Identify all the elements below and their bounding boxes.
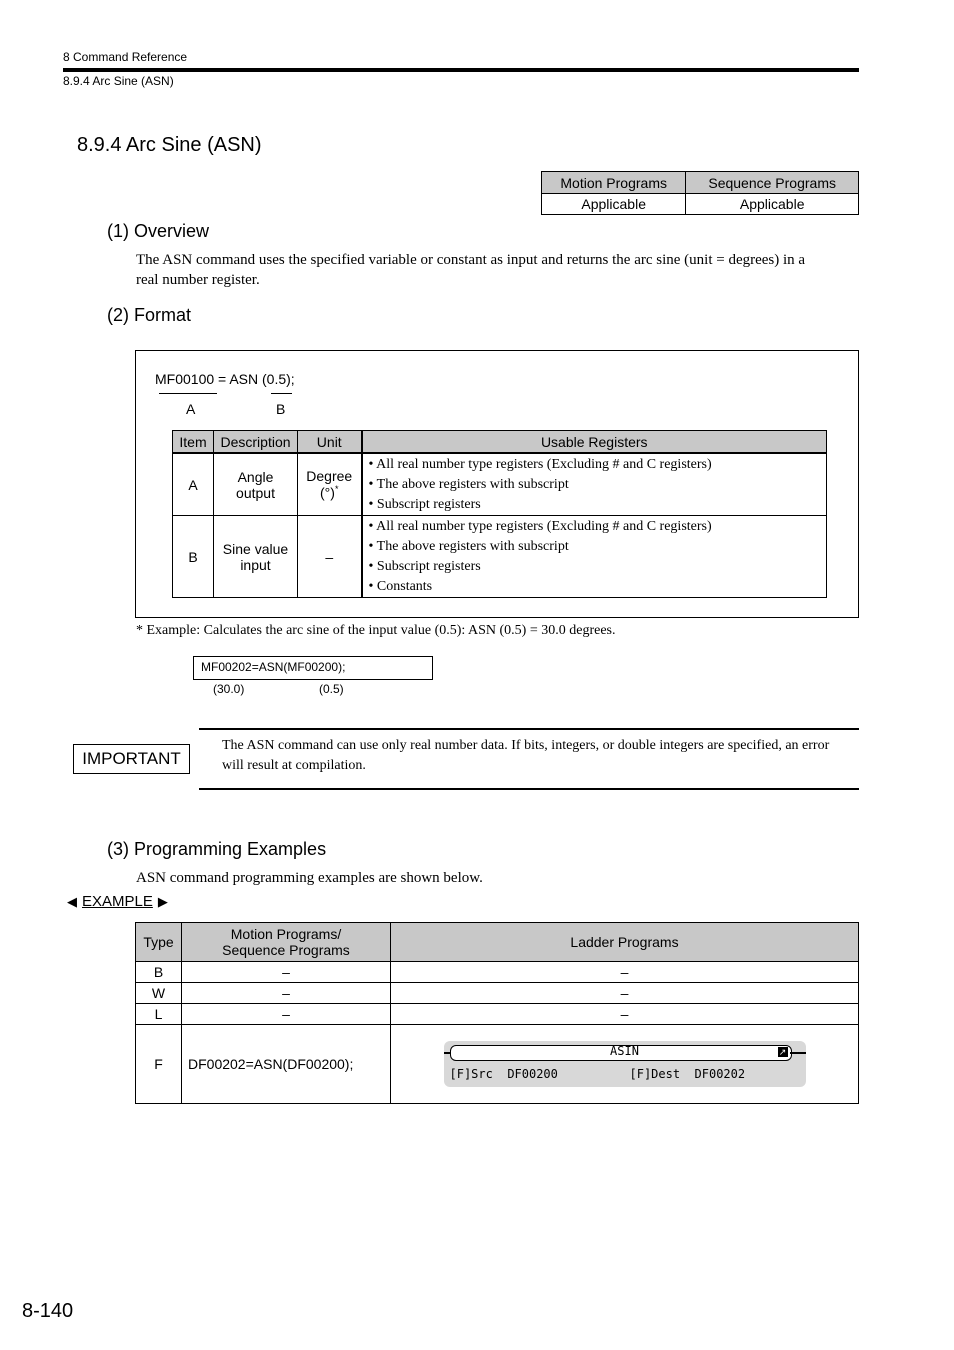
row-b-registers <box>362 516 827 598</box>
header-chapter: 8 Command Reference <box>63 50 188 64</box>
section-title: 8.9.4 Arc Sine (ASN) <box>77 134 262 156</box>
row-a-register-2: • The above registers with subscript <box>368 477 569 492</box>
row-l-motion: – <box>182 1004 391 1025</box>
ladder-title: ASIN <box>610 1044 639 1058</box>
row-a-description <box>214 453 298 516</box>
ladder-asin-block <box>444 1041 806 1087</box>
reg-header-description: Description <box>214 431 298 454</box>
ladder-src-label: [F]Src <box>449 1067 493 1081</box>
row-b-register-4: • Constants <box>368 579 433 594</box>
row-f-ladder <box>391 1025 859 1104</box>
underline-a <box>159 393 217 394</box>
overview-text-line1: The ASN command uses the specified variable or constant as input and returns the arc sine (unit = degrees) in a <box>136 252 806 268</box>
row-b-ladder: – <box>391 962 859 983</box>
programming-heading: (3) Programming Examples <box>107 839 327 859</box>
marker-a: A <box>186 401 196 417</box>
row-l-ladder: – <box>391 1004 859 1025</box>
triangle-left-icon: ◀ <box>67 893 77 909</box>
footnote: * Example: Calculates the arc sine of the input value (0.5): ASN (0.5) = 30.0 degrees. <box>136 623 616 638</box>
row-b-desc-line2: input <box>240 556 271 573</box>
register-table <box>172 430 827 598</box>
important-rule-bottom <box>199 788 859 790</box>
important-label: IMPORTANT <box>73 744 190 774</box>
example-label: EXAMPLE <box>82 893 153 910</box>
ladder-dest-value: DF00202 <box>694 1067 746 1081</box>
row-type-w: W <box>136 983 182 1004</box>
app-value-sequence: Applicable <box>686 194 859 215</box>
ladder-src <box>450 1067 558 1081</box>
row-type-b: B <box>136 962 182 983</box>
row-a-unit <box>298 453 362 516</box>
table-row <box>136 983 859 1004</box>
row-type-f: F <box>136 1025 182 1104</box>
applicability-table <box>541 171 859 215</box>
triangle-right-icon: ▶ <box>157 893 168 909</box>
reg-header-usable: Usable Registers <box>362 431 827 454</box>
example-value-input: (0.5) <box>319 682 344 696</box>
header-section: 8.9.4 Arc Sine (ASN) <box>63 74 174 88</box>
row-a-item: A <box>173 453 214 516</box>
example-code: MF00202=ASN(MF00200); <box>201 660 346 674</box>
reg-header-item: Item <box>173 431 214 454</box>
row-a-register-3: • Subscript registers <box>368 497 481 512</box>
ladder-src-value: DF00200 <box>507 1067 558 1081</box>
marker-b: B <box>276 401 286 417</box>
overview-heading: (1) Overview <box>107 221 210 241</box>
prog-header-type: Type <box>136 923 182 962</box>
row-a-unit-line2-wrap <box>298 484 361 501</box>
row-f-motion: DF00202=ASN(DF00200); <box>182 1025 391 1104</box>
row-type-l: L <box>136 1004 182 1025</box>
row-b-register-2: • The above registers with subscript <box>368 539 569 554</box>
row-b-item: B <box>173 516 214 598</box>
page-number: 8-140 <box>22 1300 74 1322</box>
ladder-corner-icon: ↗ <box>778 1047 787 1057</box>
programming-text: ASN command programming examples are shown below. <box>136 870 483 886</box>
important-line1: The ASN command can use only real number data. If bits, integers, or double integers are specified, an error <box>222 738 830 753</box>
example-code-box <box>193 656 433 680</box>
row-b-register-3: • Subscript registers <box>368 559 481 574</box>
row-w-motion: – <box>182 983 391 1004</box>
important-line2: will result at compilation. <box>222 758 366 773</box>
row-b-motion: – <box>182 962 391 983</box>
row-w-ladder: – <box>391 983 859 1004</box>
app-value-motion: Applicable <box>542 194 686 215</box>
ladder-dest-label: [F]Dest <box>629 1067 681 1081</box>
row-a-desc-line2: output <box>236 484 275 501</box>
row-a-desc-line1: Angle <box>237 468 274 485</box>
header-rule <box>63 68 859 72</box>
row-a-unit-line2: (°) <box>320 484 335 501</box>
reg-header-unit: Unit <box>298 431 362 454</box>
row-b-desc-line1: Sine value <box>222 540 289 557</box>
row-a-registers <box>362 453 827 516</box>
table-row <box>136 962 859 983</box>
app-header-motion: Motion Programs <box>542 172 686 194</box>
table-row <box>136 1004 859 1025</box>
row-a-unit-mark: * <box>334 484 339 495</box>
important-rule-top <box>199 728 859 730</box>
example-label-row <box>67 893 168 910</box>
format-code: MF00100 = ASN (0.5); <box>155 371 295 387</box>
programming-table <box>135 922 859 1104</box>
prog-header-motion <box>182 923 391 962</box>
underline-b <box>271 393 292 394</box>
overview-text-line2: real number register. <box>136 272 260 288</box>
row-a-register-1: • All real number type registers (Excluding # and C registers) <box>368 457 712 472</box>
prog-header-motion-line2: Sequence Programs <box>222 942 350 958</box>
row-b-register-1: • All real number type registers (Excluding # and C registers) <box>368 519 712 534</box>
row-b-description <box>214 516 298 598</box>
prog-header-ladder: Ladder Programs <box>391 923 859 962</box>
ladder-dest <box>630 1067 746 1081</box>
format-heading: (2) Format <box>107 305 192 325</box>
table-row <box>136 1025 859 1104</box>
example-value-result: (30.0) <box>213 682 245 696</box>
row-b-unit: – <box>298 516 362 598</box>
app-header-sequence: Sequence Programs <box>686 172 859 194</box>
row-a-unit-line1: Degree <box>306 468 353 485</box>
prog-header-motion-line1: Motion Programs/ <box>230 926 342 942</box>
